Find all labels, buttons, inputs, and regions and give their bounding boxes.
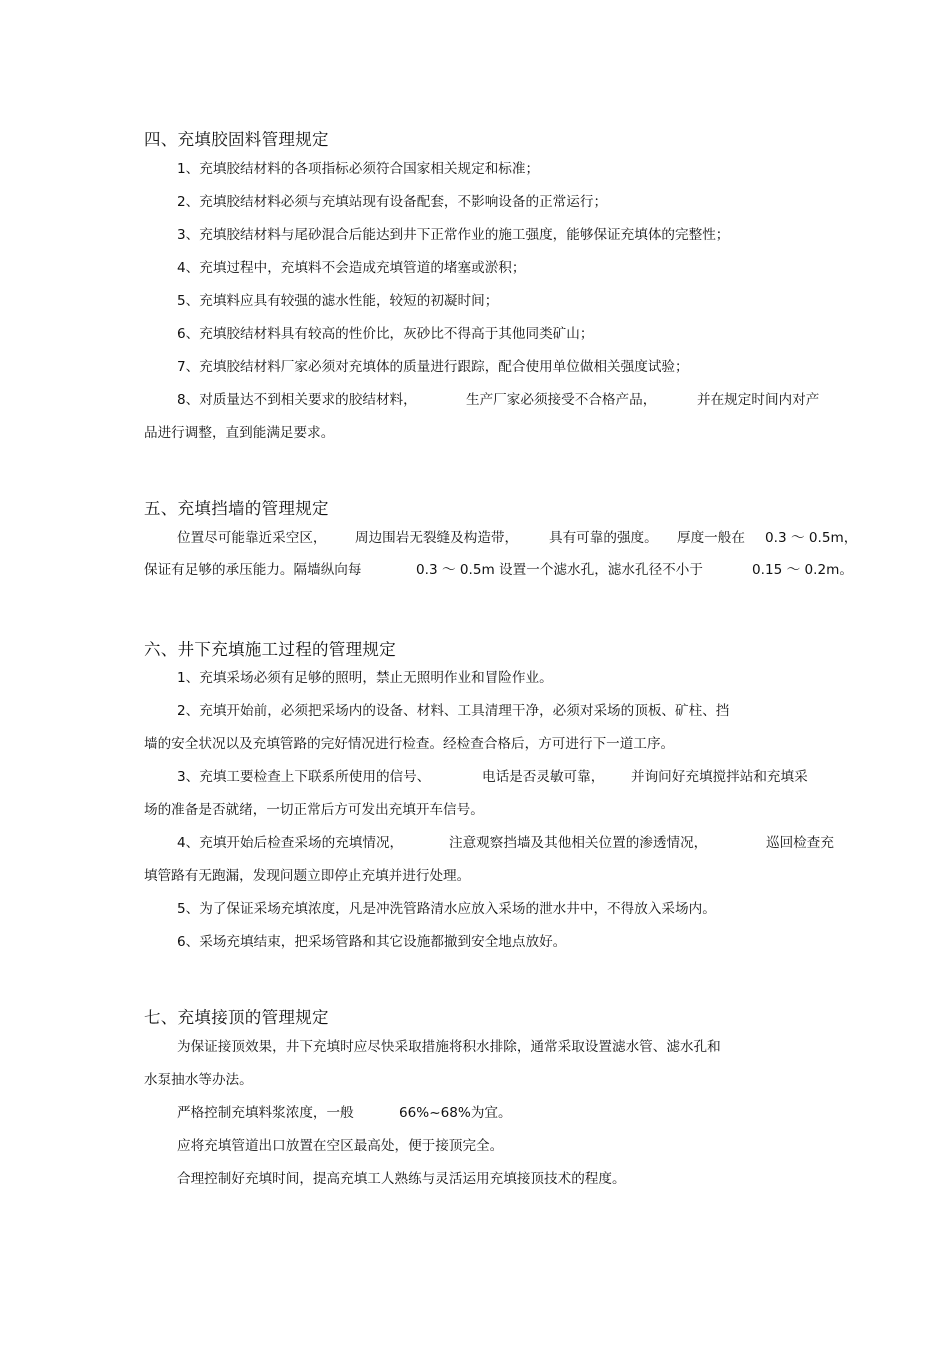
- list-item: 7、充填胶结材料厂家必须对充填体的质量进行跟踪，配合使用单位做相关强度试验；: [177, 359, 689, 375]
- paragraph-part: 66%~68%为宜。: [399, 1105, 512, 1121]
- list-item-8-part-b: 生产厂家必须接受不合格产品，: [466, 392, 657, 408]
- paragraph-part: 0.3 ～ 0.5m，: [765, 530, 858, 546]
- paragraph: 应将充填管道出口放置在空区最高处，便于接顶完全。: [177, 1138, 504, 1154]
- list-item-continuation: 墙的安全状况以及充填管路的完好情况进行检查。经检查合格后，方可进行下一道工序。: [144, 736, 675, 752]
- list-item-8-continuation: 品进行调整，直到能满足要求。: [144, 425, 335, 441]
- list-item: 6、采场充填结束，把采场管路和其它设施都撤到安全地点放好。: [177, 934, 567, 950]
- paragraph-part: 具有可靠的强度。: [549, 530, 658, 546]
- paragraph: 合理控制好充填时间，提高充填工人熟练与灵活运用充填接顶技术的程度。: [177, 1171, 626, 1187]
- paragraph-part: 0.15 ～ 0.2m。: [752, 562, 853, 578]
- section-heading-7: 七、充填接顶的管理规定: [144, 1008, 329, 1027]
- list-item-8-part-c: 并在规定时间内对产: [697, 392, 820, 408]
- section-heading-5: 五、充填挡墙的管理规定: [144, 499, 329, 518]
- list-item-part: 电话是否灵敏可靠，: [482, 769, 605, 785]
- paragraph-continuation: 水泵抽水等办法。: [144, 1072, 253, 1088]
- list-item-part: 巡回检查充: [766, 835, 834, 851]
- list-item-part: 4、充填开始后检查采场的充填情况，: [177, 835, 404, 851]
- section-heading-4: 四、充填胶固料管理规定: [144, 130, 329, 149]
- paragraph-part: 位置尽可能靠近采空区，: [177, 530, 327, 546]
- list-item-continuation: 场的准备是否就绪，一切正常后方可发出充填开车信号。: [144, 802, 484, 818]
- list-item-continuation: 填管路有无跑漏，发现问题立即停止充填并进行处理。: [144, 868, 471, 884]
- list-item: 1、充填胶结材料的各项指标必须符合国家相关规定和标准；: [177, 161, 540, 177]
- list-item: 4、充填过程中，充填料不会造成充填管道的堵塞或淤积；: [177, 260, 526, 276]
- section-heading-6: 六、井下充填施工过程的管理规定: [144, 640, 396, 659]
- list-item: 6、充填胶结材料具有较高的性价比，灰砂比不得高于其他同类矿山；: [177, 326, 594, 342]
- paragraph-part: 周边围岩无裂缝及构造带，: [355, 530, 519, 546]
- paragraph: 为保证接顶效果，井下充填时应尽快采取措施将积水排除，通常采取设置滤水管、滤水孔和: [177, 1039, 721, 1055]
- list-item: 2、充填开始前，必须把采场内的设备、材料、工具清理干净，必须对采场的顶板、矿柱、挡: [177, 703, 730, 719]
- list-item: 5、为了保证采场充填浓度，凡是冲洗管路清水应放入采场的泄水井中，不得放入采场内。: [177, 901, 716, 917]
- paragraph-part: 保证有足够的承压能力。隔墙纵向每: [144, 562, 362, 578]
- list-item: 3、充填胶结材料与尾砂混合后能达到井下正常作业的施工强度，能够保证充填体的完整性；: [177, 227, 730, 243]
- list-item: 1、充填采场必须有足够的照明，禁止无照明作业和冒险作业。: [177, 670, 553, 686]
- list-item: 5、充填料应具有较强的滤水性能，较短的初凝时间；: [177, 293, 499, 309]
- paragraph-part: 0.3 ～ 0.5m 设置一个滤水孔，滤水孔径不小于: [416, 562, 703, 578]
- list-item-part: 3、充填工要检查上下联系所使用的信号、: [177, 769, 431, 785]
- list-item-part: 注意观察挡墙及其他相关位置的渗透情况，: [449, 835, 708, 851]
- paragraph-part: 严格控制充填料浆浓度，一般: [177, 1105, 354, 1121]
- list-item: 2、充填胶结材料必须与充填站现有设备配套，不影响设备的正常运行；: [177, 194, 608, 210]
- list-item-part: 并询问好充填搅拌站和充填采: [631, 769, 808, 785]
- list-item-8-part-a: 8、对质量达不到相关要求的胶结材料，: [177, 392, 417, 408]
- paragraph-part: 厚度一般在: [677, 530, 745, 546]
